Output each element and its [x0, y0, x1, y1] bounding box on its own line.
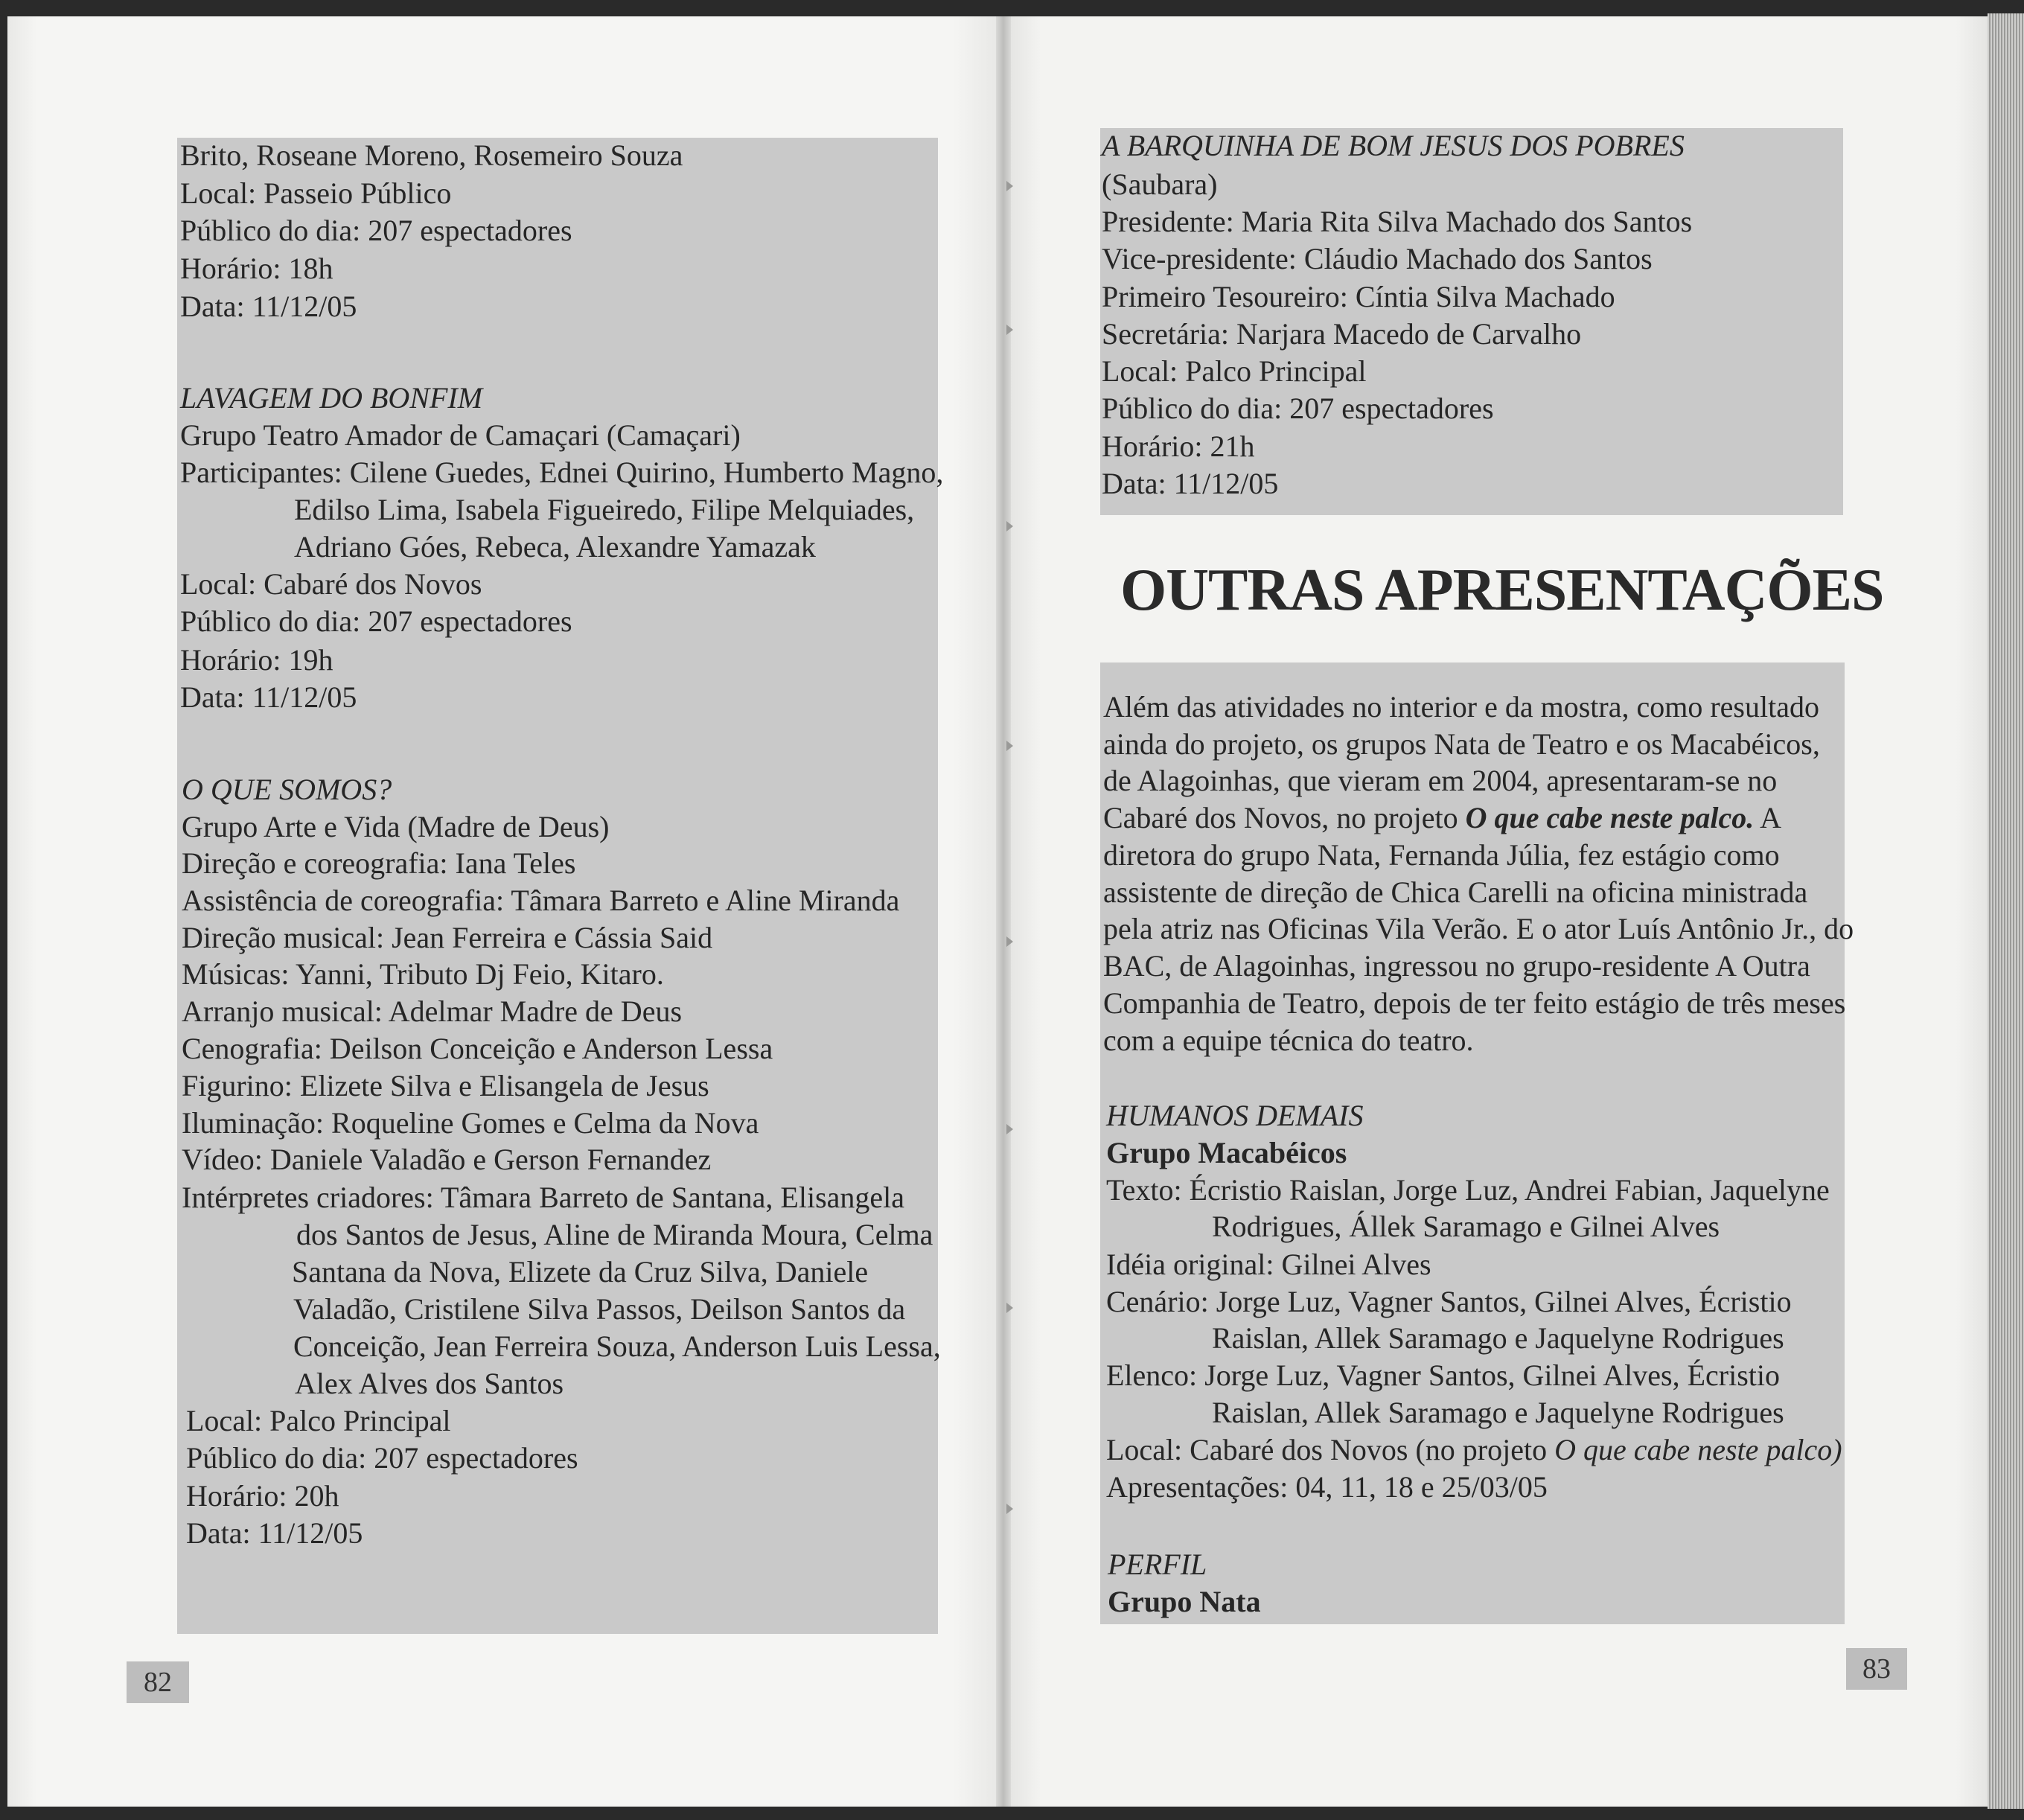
text-line: Grupo Arte e Vida (Madre de Deus): [182, 810, 610, 843]
page-edge: [1988, 13, 2024, 1809]
text-line: Data: 11/12/05: [180, 680, 357, 714]
text-line: Horário: 21h: [1102, 430, 1255, 463]
group-name: Grupo Nata: [1108, 1585, 1261, 1618]
text-line: Participantes: Cilene Guedes, Ednei Quirino, Humberto Magno,: [180, 456, 944, 489]
text-line: Local: Palco Principal: [1102, 354, 1367, 388]
section-title: A BARQUINHA DE BOM JESUS DOS POBRES: [1102, 129, 1685, 162]
text-line: [1106, 1431, 1842, 1469]
paragraph-line: Além das atividades no interior e da mostra, como resultado: [1103, 690, 1819, 724]
text-line: Horário: 19h: [180, 643, 333, 677]
text-line: Texto: Écristio Raislan, Jorge Luz, Andrei Fabian, Jaquelyne: [1106, 1173, 1830, 1207]
text-line: dos Santos de Jesus, Aline de Miranda Moura, Celma: [296, 1218, 933, 1251]
text-run: Local: Cabaré dos Novos (no projeto: [1106, 1433, 1555, 1466]
binding-mark: [1006, 1504, 1013, 1514]
text-line: Músicas: Yanni, Tributo Dj Feio, Kitaro.: [182, 957, 664, 991]
text-line: Apresentações: 04, 11, 18 e 25/03/05: [1106, 1470, 1548, 1504]
project-title: O que cabe neste palco): [1554, 1433, 1842, 1466]
binding-mark: [1006, 741, 1013, 751]
text-line: Presidente: Maria Rita Silva Machado dos Santos: [1102, 205, 1693, 238]
binding-mark: [1006, 325, 1013, 335]
binding-mark: [1006, 521, 1013, 531]
text-line: Conceição, Jean Ferreira Souza, Anderson Luis Lessa,: [293, 1329, 941, 1363]
page-number: 82: [127, 1661, 189, 1703]
text-line: Público do dia: 207 espectadores: [1102, 392, 1494, 425]
paragraph-line: diretora do grupo Nata, Fernanda Júlia, fez estágio como: [1103, 838, 1780, 872]
text-line: Idéia original: Gilnei Alves: [1106, 1248, 1431, 1281]
text-run: Cabaré dos Novos, no projeto: [1103, 801, 1466, 834]
text-line: Iluminação: Roqueline Gomes e Celma da Nova: [182, 1106, 759, 1140]
binding-mark: [1006, 936, 1013, 947]
text-line: Edilso Lima, Isabela Figueiredo, Filipe Melquiades,: [294, 493, 915, 526]
text-line: Data: 11/12/05: [186, 1516, 363, 1550]
text-line: Arranjo musical: Adelmar Madre de Deus: [182, 994, 683, 1028]
text-line: Elenco: Jorge Luz, Vagner Santos, Gilnei Alves, Écristio: [1106, 1358, 1781, 1392]
paragraph-line: Companhia de Teatro, depois de ter feito estágio de três meses: [1103, 986, 1846, 1020]
text-line: Brito, Roseane Moreno, Rosemeiro Souza: [180, 138, 683, 172]
section-title: PERFIL: [1108, 1548, 1207, 1581]
paragraph-line: de Alagoinhas, que vieram em 2004, apresentaram-se no: [1103, 764, 1778, 797]
binding-mark: [1006, 1124, 1013, 1134]
text-line: Primeiro Tesoureiro: Cíntia Silva Machado: [1102, 280, 1615, 313]
text-line: Direção e coreografia: Iana Teles: [182, 846, 576, 880]
text-line: Cenário: Jorge Luz, Vagner Santos, Gilnei Alves, Écristio: [1106, 1285, 1792, 1318]
text-line: Cenografia: Deilson Conceição e Anderson Lessa: [182, 1032, 773, 1065]
text-line: Figurino: Elizete Silva e Elisangela de Jesus: [182, 1069, 709, 1102]
text-line: Público do dia: 207 espectadores: [186, 1441, 578, 1475]
paragraph-line: [1103, 799, 1781, 837]
binding-mark: [1006, 181, 1013, 191]
text-line: Horário: 20h: [186, 1479, 339, 1513]
text-line: Intérpretes criadores: Tâmara Barreto de Santana, Elisangela: [182, 1181, 905, 1214]
text-line: Público do dia: 207 espectadores: [180, 214, 572, 247]
text-line: Horário: 18h: [180, 252, 333, 285]
text-line: Raislan, Allek Saramago e Jaquelyne Rodrigues: [1212, 1396, 1784, 1429]
text-line: Assistência de coreografia: Tâmara Barreto e Aline Miranda: [182, 884, 900, 917]
text-line: Adriano Góes, Rebeca, Alexandre Yamazak: [294, 530, 816, 563]
paragraph-line: ainda do projeto, os grupos Nata de Teatro e os Macabéicos,: [1103, 727, 1820, 761]
text-line: Valadão, Cristilene Silva Passos, Deilson Santos da: [293, 1292, 906, 1326]
text-line: Local: Passeio Público: [180, 176, 452, 210]
text-line: Vídeo: Daniele Valadão e Gerson Fernandez: [182, 1143, 712, 1176]
project-title: O que cabe neste palco.: [1465, 801, 1755, 834]
text-line: Alex Alves dos Santos: [295, 1367, 564, 1400]
text-line: Vice-presidente: Cláudio Machado dos Santos: [1102, 242, 1653, 275]
section-title: O QUE SOMOS?: [182, 773, 392, 806]
text-line: Secretária: Narjara Macedo de Carvalho: [1102, 317, 1582, 351]
text-run: A: [1754, 801, 1781, 834]
section-title: LAVAGEM DO BONFIM: [180, 381, 483, 415]
group-name: Grupo Macabéicos: [1106, 1136, 1347, 1169]
paragraph-line: assistente de direção de Chica Carelli na oficina ministrada: [1103, 875, 1808, 909]
text-line: Público do dia: 207 espectadores: [180, 604, 572, 638]
text-line: Local: Cabaré dos Novos: [180, 567, 482, 601]
binding-mark: [1006, 1303, 1013, 1313]
text-line: Santana da Nova, Elizete da Cruz Silva, Daniele: [292, 1255, 869, 1289]
section-title: HUMANOS DEMAIS: [1106, 1099, 1364, 1132]
text-line: Data: 11/12/05: [1102, 467, 1279, 500]
text-line: Direção musical: Jean Ferreira e Cássia Said: [182, 921, 713, 954]
page-number: 83: [1846, 1648, 1907, 1690]
book-spine: [996, 16, 1011, 1807]
text-line: Raislan, Allek Saramago e Jaquelyne Rodrigues: [1212, 1321, 1784, 1355]
text-line: Local: Palco Principal: [186, 1404, 451, 1437]
text-line: (Saubara): [1102, 167, 1218, 201]
section-heading: OUTRAS APRESENTAÇÕES: [1120, 558, 1884, 623]
paragraph-line: pela atriz nas Oficinas Vila Verão. E o ator Luís Antônio Jr., do: [1103, 912, 1854, 945]
paragraph-line: com a equipe técnica do teatro.: [1103, 1024, 1474, 1057]
paragraph-line: BAC, de Alagoinhas, ingressou no grupo-residente A Outra: [1103, 949, 1810, 983]
text-line: Rodrigues, Állek Saramago e Gilnei Alves: [1212, 1210, 1720, 1243]
text-line: Grupo Teatro Amador de Camaçari (Camaçari): [180, 418, 741, 452]
text-line: Data: 11/12/05: [180, 290, 357, 323]
